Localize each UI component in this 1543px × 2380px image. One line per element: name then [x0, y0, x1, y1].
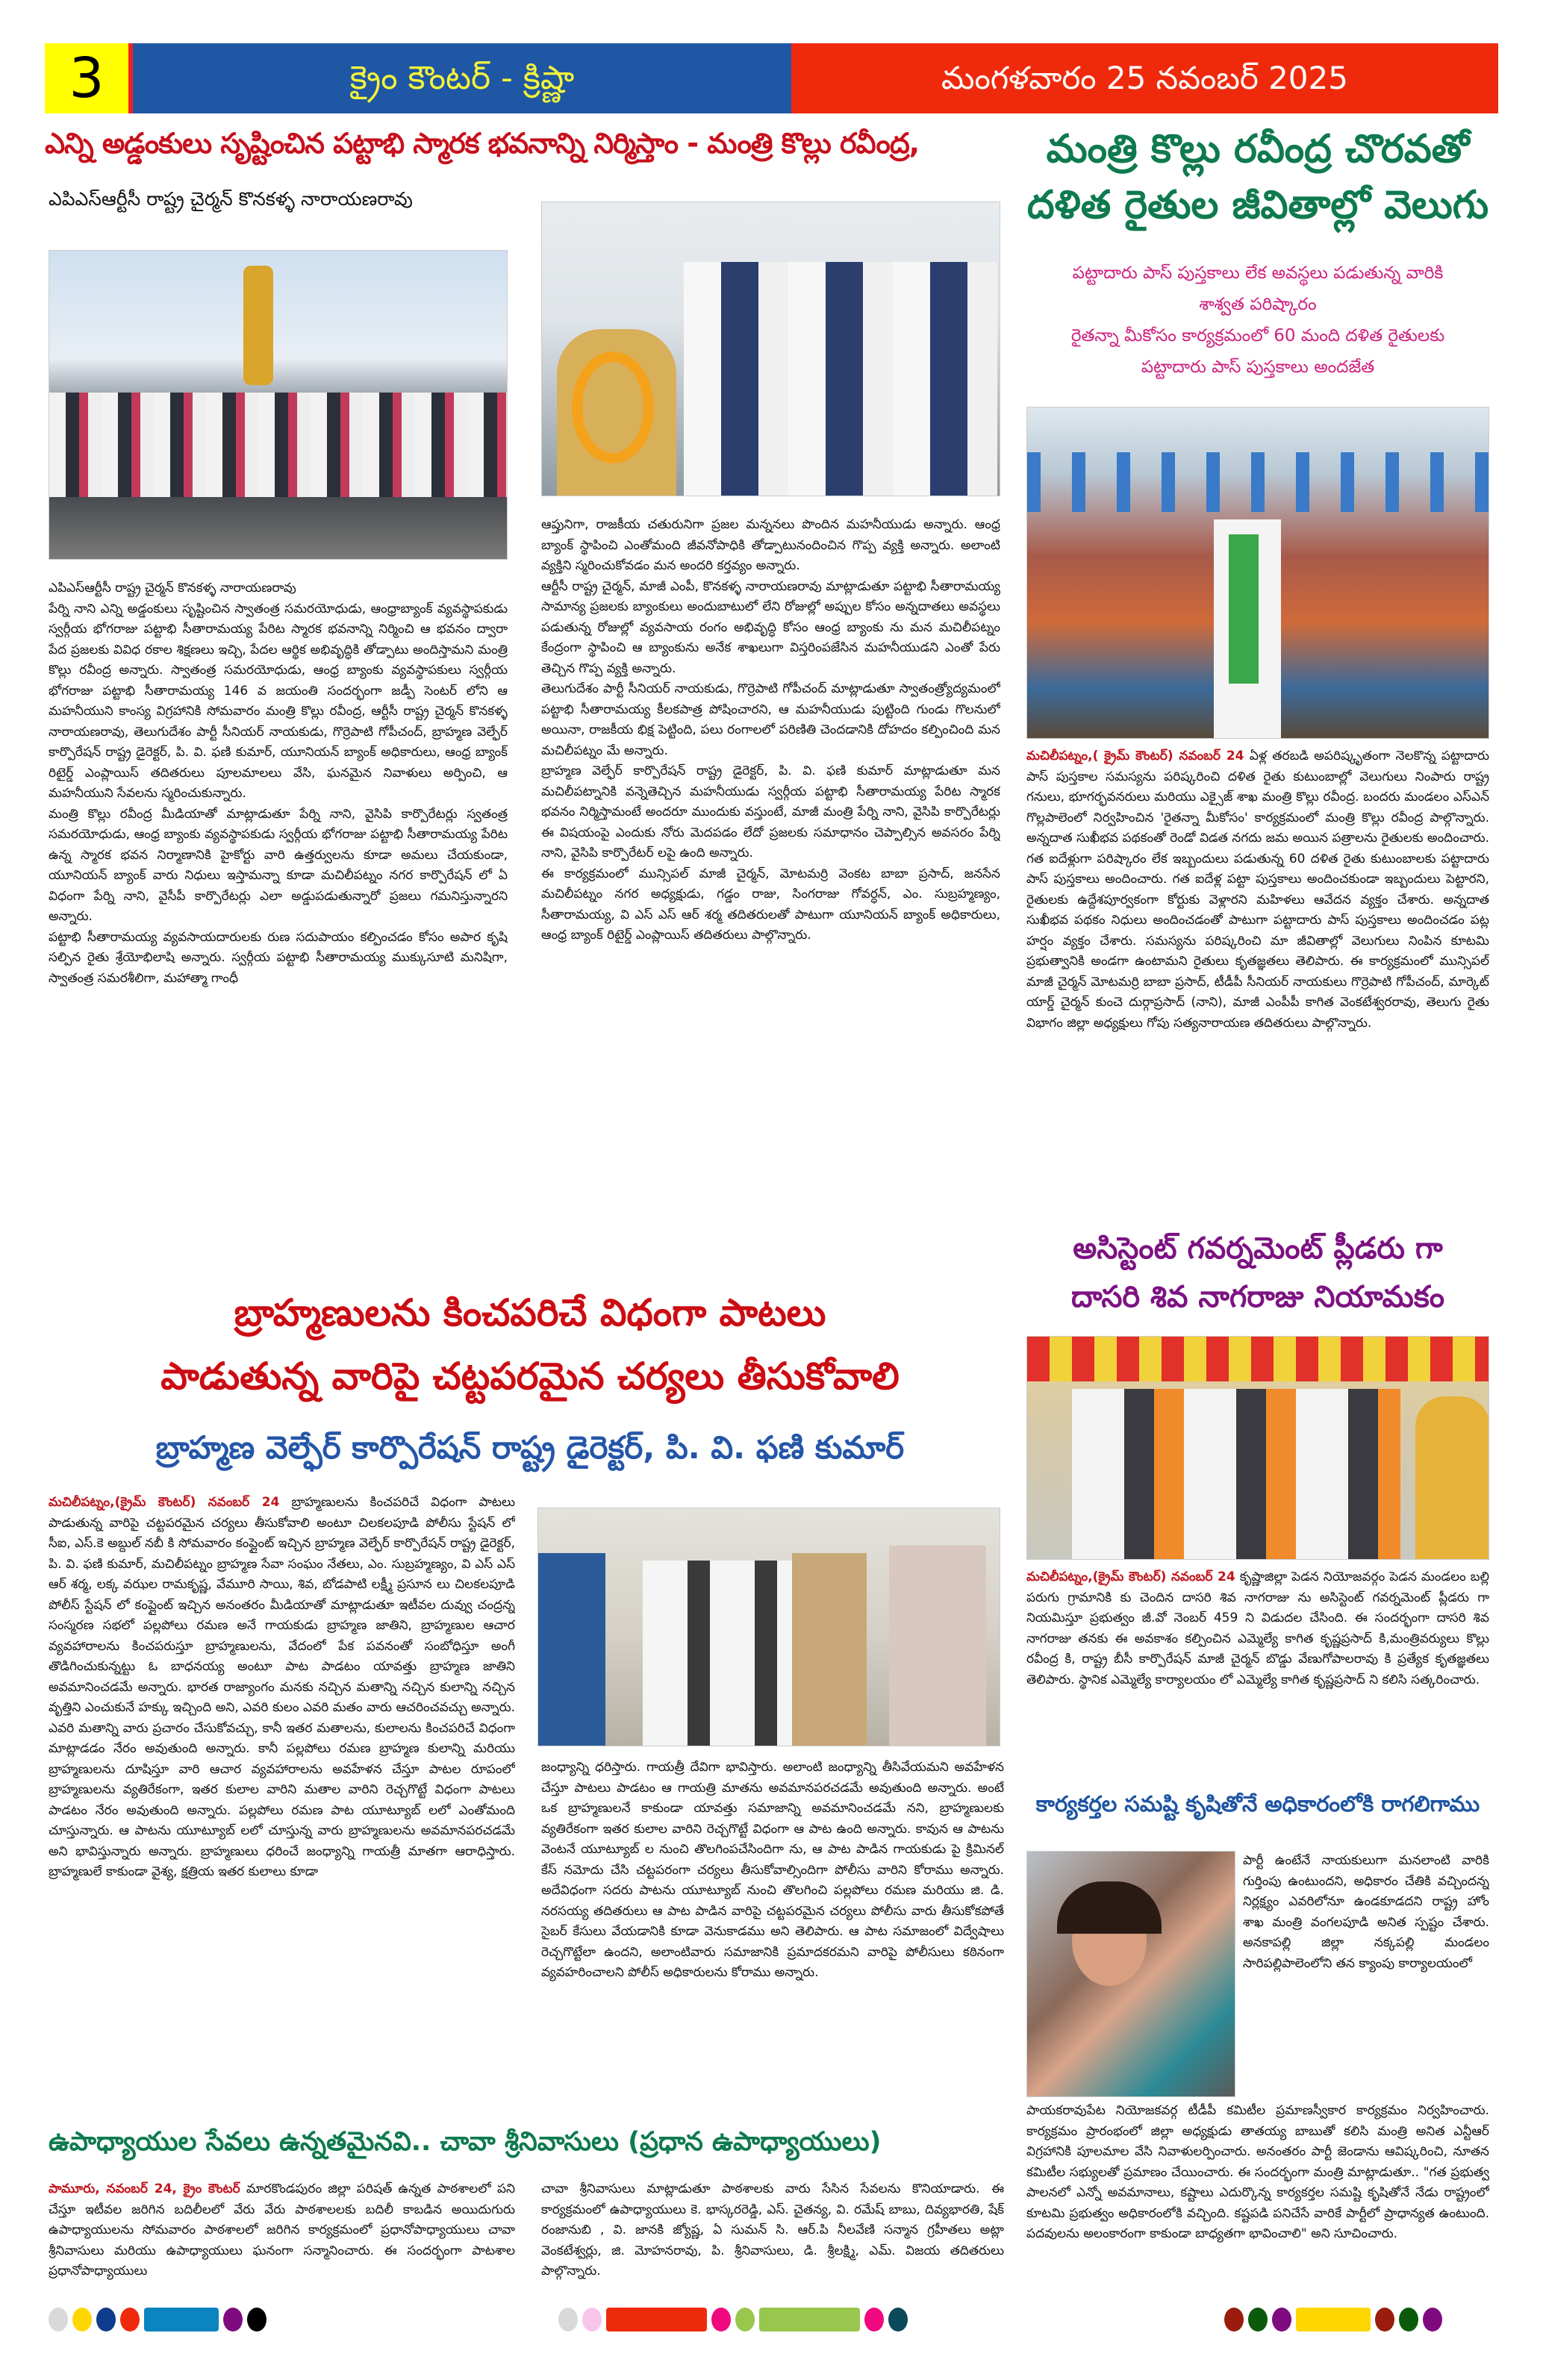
story5-dateline: మచిలీపట్నం,(క్రైమ్ కౌంటర్) నవంబర్ 24: [49, 1495, 280, 1510]
story4-body-side: పార్టీ ఉంటేనే నాయకులుగా మనలాంటి వారికి గుర్తింపు ఉంటుందని, అధికారం చేతికి వచ్చిందన్న నిర్లక్ష్యం ఎవరిలోనూ ఉండకూడదని రాష్ట్ర హోం శాఖ మంత్రి వంగలపూడి అనిత స్పష్టం చేశారు. అనకాపల్లి జిల్లా నక్కపల్లి మండలం సారిపల్లిపాలెంలోని తన క్యాంపు కార్యాలయంలో: [1243, 1853, 1489, 1971]
story2-headline-line1: మంత్రి కొల్లు రవీంద్ర చొరవతో: [1046, 127, 1470, 172]
story6-body-col1: [49, 2179, 515, 2284]
story6-text-col1: మారకొండపురం జిల్లా పరిషత్ ఉన్నత పాఠశాలలో పని చేస్తూ ఇటీవల జరిగిన బదిలీలలో వేరు వేరు పాఠశాలలకు బదిలీ కాబడిన అయిదుగురు ఉపాధ్యాయులను సోమవారం పాఠశాలలో జరిగిన కార్యక్రమంలో ప్రధానోపాధ్యాయులు చావా శ్రీనివాసులు మరియు ఉపాధ్యాయులు ఘనంగా సన్మానించారు. ఈ సందర్భంగా పాటశాల ప్రధానోపాధ్యాయులు: [49, 2181, 515, 2279]
story3-headline-line1: అసిస్టెంట్ గవర్నమెంట్ ప్లీడరు గా: [1073, 1231, 1443, 1266]
paragraph: పేర్ని నాని ఎన్ని అడ్డంకులు సృష్టించిన స్వాతంత్ర సమరయోధుడు, ఆంధ్రాబ్యాంక్ వ్యవస్థాపకుడు స్వర్గీయ భోగరాజు పట్టాభి సీతారామయ్య పేరిట స్మారక భవనాన్ని నిర్మించి ఆ భవనం ద్వారా పేద ప్రజలకు వివిధ రకాల శిక్షణలు ఇచ్చి, పేదల ఆర్థిక అభివృద్ధికి తోడ్పాటు అందిస్తామని మంత్రి కొల్లు రవీంద్ర అన్నారు. స్వాతంత్ర సమరయోధుడు, ఆంధ్ర బ్యాంకు వ్యవస్థాపకులు స్వర్గీయ భోగరాజు పట్టాభి సీతారామయ్య 146 వ జయంతి సందర్భంగా జడ్పీ సెంటర్ లోని ఆ మహనీయుని కాంస్య విగ్రహానికి సోమవారం మంత్రి కొల్లు రవీంద్ర, ఆర్టీసీ రాష్ట్ర చైర్మన్ కొనకళ్ళ నారాయణరావు, తెలుగుదేశం పార్టీ సీనియర్ నాయకుడు, గొర్రెపాటి గోపీచంద్, బ్రాహ్మణ వెల్ఫేర్ కార్పొరేషన్ రాష్ట్ర డైరెక్టర్, పి. వి. ఫణి కుమార్, యూనియన్ బ్యాంక్ అధికారులు, ఆంధ్ర బ్యాంక్ రిటైర్డ్ ఎంప్లాయిస్ తదితరులు పూలమాలలు వేసి, ఘనమైన నివాళులు అర్పించి, ఆ మహనీయుని సేవలను స్మరించుకున్నారు.: [49, 601, 508, 801]
paragraph: ఆప్తునిగా, రాజకీయ చతురునిగా ప్రజల మన్ననలు పొందిన మహనీయుడు అన్నారు. ఆంధ్ర బ్యాంక్ స్థాపించి ఎంతోమంది జీవనోపాధికి తోడ్పాటునందించిన గొప్ప వ్యక్తి అన్నారు. అలాంటి వ్యక్తిని స్మరించుకోవడం మన అందరి కర్తవ్యం అన్నారు.: [541, 517, 1000, 573]
story3-headline-line2: దాసరి శివ నాగరాజు నియామకం: [1070, 1280, 1445, 1314]
story3-photo: [1026, 1336, 1489, 1560]
story1-subhead: ఎపిఎస్ఆర్టీసీ రాష్ట్ర చైర్మన్ కొనకళ్ళ నారాయణరావు: [49, 188, 413, 210]
story6-headline: ఉపాధ్యాయుల సేవలు ఉన్నతమైనవి.. చావా శ్రీనివాసులు (ప్రధాన ఉపాధ్యాయులు): [49, 2127, 882, 2157]
story2-dateline: మచిలీపట్నం,( క్రైమ్ కౌంటర్) నవంబర్ 24: [1026, 749, 1244, 763]
paragraph: మంత్రి కొల్లు రవీంద్ర మీడియాతో మాట్లాడుతూ పేర్ని నాని, వైసిపి కార్పొరేటర్లు స్వతంత్ర సమరయోధుడు, ఆంధ్ర బ్యాంకు వ్యవస్థాపకుడు స్వర్గీయ భోగరాజు పట్టాభి సీతారామయ్య పేరిట ఉన్న స్మారక భవన నిర్మాణానికి హైకోర్టు వారి ఉత్తర్వులను కూడా అమలు చేయకుండా, యూనియన్ బ్యాంక్ వారు నిధులు ఇస్తామన్నా కూడా మచిలీపట్నం నగర కార్పొరేషన్ లో ఏ విధంగా పేర్ని నాని, వైసీపీ కార్పొరేటర్లు ఎలా అడ్డుపడుతున్నారో ప్రజలు గమనిస్తున్నారని అన్నారు.: [49, 806, 508, 924]
story2-photo: [1026, 407, 1489, 739]
story3-text: కృష్ణాజిల్లా పెడన నియోజవర్గం పెడన మండలం బల్లి పరుగు గ్రామానికి కు చెందిన దాసరి శివ నాగరాజు ను అసిస్టెంట్ గవర్నమెంట్ ప్లీడరు గా నియమిస్తూ ప్రభుత్వం జీ.వో నెంబర్ 459 ని విడుదల చేసింది. ఈ సందర్భంగా దాసరి శివ నాగరాజు తనకు ఈ అవకాశం కల్పించిన ఎమ్మెల్యే కాగిత కృష్ణప్రసాద్ కి,మంత్రివర్యులు కొల్లు రవీంద్ర కి, రాష్ట్ర బీసీ కార్పొరేషన్ మాజీ చైర్మన్ బొడ్డు వేణుగోపాలరావు కి ప్రత్యేక కృతజ్ఞతలు తెలిపారు. స్థానిక ఎమ్మెల్యే కార్యాలయం లో ఎమ్మెల్యే కాగిత కృష్ణప్రసాద్ ని కలిసి సత్కరించారు.: [1026, 1570, 1489, 1687]
story1-body-col2: [541, 515, 1000, 1269]
story2-subheads: [1019, 257, 1497, 383]
story6-body-col2: చావా శ్రీనివాసులు మాట్లాడుతూ పాఠశాలకు వారు సేసిన సేవలను కొనియాడారు. ఈ కార్యక్రమంలో ఉపాధ్యాయులు కె. భాస్కరరెడ్డి, ఎస్. చైతన్య, వి. రమేష్ బాబు, దివ్యభారతి, షేక్ రంజానుబి , వి. జానకి జ్యోష్ణ, ఏ సుమన్ సి. ఆర్.పి నీలవేణి సన్మాన గ్రహీతలు అట్లా వెంకటేశ్వర్లు, జి. మోహనరావు, పి. శ్రీనివాసులు, డి. శ్రీలక్ష్మి, ఎమ్. విజయ తదితరులు పాల్గొన్నారు.: [541, 2181, 1004, 2279]
paragraph: తెలుగుదేశం పార్టీ సీనియర్ నాయకుడు, గొర్రెపాటి గోపీచంద్ మాట్లాడుతూ స్వాతంత్ర్యోద్యమంలో పట్టాభి సీతారామయ్య కీలకపాత్ర పోషించారని, ఆ మహనీయుడు పుట్టింది గుండు గొలనులో అయినా, రాజకీయ భిక్ష పెట్టింది, పలు రంగాలలో పరిణితి చెందడానికి దోహదం కల్పించింది మన మచిలీపట్నం మే అన్నారు.: [541, 681, 1000, 758]
story2-sub3: రైతన్నా మీకోసం కార్యక్రమంలో 60 మంది దళిత రైతులకు: [1070, 326, 1445, 346]
story1-photo-garlanding: [541, 202, 1000, 496]
story2-headline-line2: దళిత రైతుల జీవితాల్లో వెలుగు: [1026, 183, 1489, 228]
paragraph: పట్టాభి సీతారామయ్య వ్యవసాయదారులకు రుణ సదుపాయం కల్పించడం కోసం అపార కృషి సల్పిన రైతు శ్రేయోభిలాషి అన్నారు. స్వర్గీయ పట్టాభి సీతారామయ్య ముక్కుసూటి మనిషిగా, స్వాతంత్ర సమరశీలిగా, మహాత్మా గాంధీ: [49, 929, 508, 986]
story5-headline-line1: బ్రాహ్మణులను కించపరిచే విధంగా పాటలు: [234, 1291, 826, 1334]
story5-photo: [537, 1508, 1000, 1746]
story5-text-col1: బ్రాహ్మణులను కించపరిచే విధంగా పాటలు పాడుతున్న వారిపై చట్టపరమైన చర్యలు తీసుకోవాలి అంటూ చిలకలపూడి పోలీసు స్టేషన్ లో సీఐ, ఎస్.కె అబ్దుల్ నబీ కి సోమవారం కంప్లైంట్ ఇచ్చిన బ్రాహ్మణ వెల్ఫేర్ కార్పొరేషన్ రాష్ట్ర డైరెక్టర్, పి. వి. ఫణి కుమార్, మచిలీపట్నం బ్రాహ్మణ సేవా సంఘం నేతలు, ఎం. సుబ్రహ్మణ్యం, వి ఎస్ ఎస్ ఆర్ శర్మ, లక్క వఝల రామకృష్ణ, వేమూరి సాయి, శివ, బోడపాటి లక్ష్మీ ప్రసూన లు చిలకలపూడి పోలీస్ స్టేషన్ లో కంప్లైంట్ ఇచ్చిన అనంతరం మీడియాతో మాట్లాడుతూ ఇటీవల దువ్వు చంద్రన్న సంస్మరణ సభలో పల్లపోలు రమణ అనే గాయకుడు బ్రాహ్మణ జాతిని, బ్రాహ్మణుల ఆచార వ్యవహారాలను కించపరుస్తూ బ్రాహ్మణులను, వేదంలో పేక పవనంతో సంబోధిస్తూ అంగీ తొడిగించుకున్నట్టు ఓ బాధనయ్య అంటూ పాట పాడటం యావత్తు బ్రాహ్మణ జాతిని అవమానించడమే అన్నారు. భారత రాజ్యాంగం మనకు నచ్చిన మతాన్ని నచ్చిన కులాన్ని నచ్చిన వృత్తిని ఎంచుకునే హక్కు ఇచ్చింది అని, ఎవరి కులం ఎవరి మతం వారు ఆచరించవచ్చు అన్నారు. ఎవరి మతాన్ని వారు ప్రచారం చేసుకోవచ్చు, కానీ ఇతర మతాలను, కులాలను కించపరిచే విధంగా మాట్లాడడం నేరం అవుతుంది అన్నారు. కానీ పల్లపోలు రమణ బ్రాహ్మణ కులాన్ని మరియు బ్రాహ్మణులను దూషిస్తూ వారి ఆచార వ్యవహారాలను అవహేళన చేస్తూ పాటల రూపంలో బ్రాహ్మణులను వ్యతిరేకంగా, ఇతర కులాల వారిని మతాల వారిని రెచ్చగొట్టే విధంగా పాటలు పాడటం నేరం అవుతుంది అన్నారు. పల్లపోలు రమణ పాట యూట్యూబ్ లలో ఎంతోమంది చూస్తున్నారు. ఆ పాటను యూట్యూబ్ లలో చూస్తున్న వారు బ్రాహ్మణులను అవమానపరచడమే అని భావిస్తున్నారు అన్నారు. బ్రాహ్మణులు ధరించే జంధ్యాన్ని గాయత్రీ మాతగా ఆరాధిస్తారు. బ్రాహ్మణులే కాకుండా వైశ్య, క్షత్రియ ఇతర కులాలు కూడా: [49, 1495, 515, 1879]
story2-text: ఏళ్ల తరబడి అపరిష్కృతంగా నెలకొన్న పట్టాదారు పాస్ పుస్తకాల సమస్యను పరిష్కరించి దళిత రైతు కుటుంబాల్లో వెలుగులు నింపారు రాష్ట్ర గనులు, భూగర్భవనరులు మరియు ఎక్సైజ్ శాఖ మంత్రి కొల్లు రవీంద్ర. బందరు మండలం ఎస్ఎన్ గొల్లపాలెంలో నిర్వహించిన 'రైతన్నా మీకోసం' కార్యక్రమంలో మంత్రి కొల్లు రవీంద్ర పాల్గొన్నారు. అన్నదాత సుఖీభవ పథకంతో రెండో విడత నగదు జమ అయిన పత్రాలను రైతులకు అందించారు. గత ఐదేళ్లుగా పరిష్కారం లేక ఇబ్బందులు పడుతున్న 60 దళిత రైతు కుటుంబాలకు పట్టాదారు పాస్ పుస్తకాలు అందించారు. గత ఐదేళ్ల పట్టా పుస్తకాలు అందించకుండా ఇబ్బందులు పెట్టారని, రైతులకు ఉద్దేశపూర్వకంగా కోర్టుకు వెళ్లారని మహిళలు ఆవేదన వ్యక్తం చేశారు. అన్నదాత సుఖీభవ పథకం నిధులు అందించడంతో పాటుగా పట్టాదారు పాస్ పుస్తకాలు అందించడం పట్ల హర్షం వ్యక్తం చేశారు. సమస్యను పరిష్కరించి మా జీవితాల్లో వెలుగులు నింపిన కూటమి ప్రభుత్వానికి అండగా ఉంటామని రైతులు కృతజ్ఞతలు తెలిపారు. ఈ కార్యక్రమంలో మున్సిపల్ మాజీ చైర్మన్ మోటమర్రి బాబా ప్రసాద్, టీడీపీ సీనియర్ నాయకులు గొర్రెపాటి గోపీచంద్, మార్కెట్ యార్డ్ చైర్మన్ కుంచె దుర్గాప్రసాద్ (నాని), మాజీ ఎంపీపీ కాగిత వెంకటేశ్వరరావు, తెలుగు రైతు విభాగం జిల్లా అధ్యక్షులు గోపు సత్యనారాయణ తదితరులు పాల్గొన్నారు.: [1026, 749, 1489, 1031]
story1-headline: ఎన్ని అడ్డంకులు సృష్టించిన పట్టాభి స్మారక భవనాన్ని నిర్మిస్తాం - మంత్రి కొల్లు రవీంద్ర,: [45, 127, 920, 160]
story5-body-col2: జంధ్యాన్ని ధరిస్తారు. గాయత్రీ దేవిగా భావిస్తారు. అలాంటి జంధ్యాన్ని తీసివేయమని అవహేళన చేస్తూ పాటలు పాడటం ఆ గాయత్రి మాతను అవమానపరచడమే అవుతుంది అన్నారు. అంటే ఒక బ్రాహ్మణులనే కాకుండా యావత్తు సమాజాన్ని అవమానించడమే నని, బ్రాహ్మణులకు వ్యతిరేకంగా ఇతర కులాల వారిని రెచ్చగొట్టే విధంగా ఆ పాట ఉంది అన్నారు. కావున ఆ పాటను వెంటనే యూట్యూబ్ ల నుంచి తొలగింపచేసిందిగా ను, ఆ పాట పాడిన గాయకుడు పై క్రిమినల్ కేస్ నమోదు చేసి చట్టపరంగా చర్యలు తీసుకోవాల్సిందిగా పోలీసు వారిని కోరాము అన్నారు. అదేవిధంగా సదరు పాటను యూట్యూబ్ నుంచి తొలగించి పల్లపోలు రమణ మరియు జి. డి. నరసయ్య తదితరులు ఆ పాట పాడిన వారిపై చట్టపరమైన చర్యలు పోలీసు వారు తీసుకోకపోతే సైబర్ కేసులు వేయడానికి కూడా వెనుకాడము అని తెలిపారు. ఆ పాట సమాజంలో విద్వేషాలు రెచ్చగొట్టేలా ఉందని, అలాంటివారు సమాజానికి ప్రమాదకరమని వారిపై పోలీసులు కఠినంగా వ్యవహరించాలని పోలీస్ అధికారులను కోరాము అన్నారు.: [541, 1760, 1004, 1980]
story5-headline-line3: బ్రాహ్మణ వెల్ఫేర్ కార్పొరేషన్ రాష్ట్ర డైరెక్టర్, పి. వి. ఫణి కుమార్: [155, 1429, 905, 1466]
story3-dateline: మచిలీపట్నం,(క్రైమ్ కౌంటర్) నవంబర్ 24: [1026, 1570, 1235, 1584]
section-title: క్రైం కౌంటర్ - క్రిష్ణా: [133, 43, 791, 113]
page-number: 3: [45, 43, 133, 113]
color-bar-left: [49, 2308, 271, 2331]
paragraph: ఆర్టీసీ రాష్ట్ర చైర్మన్, మాజీ ఎంపీ, కొనకళ్ళ నారాయణరావు మాట్లాడుతూ పట్టాభి సీతారామయ్య సామాన్య ప్రజలకు బ్యాంకులు అందుబాటులో లేని రోజుల్లో అప్పుల కోసం అన్నదాతలు అవస్థలు పడుతున్న రోజుల్లో వ్యవసాయ రంగం అభివృద్ధి కోసం ఆంధ్ర బ్యాంకు ను మన మచిలీపట్నం కేంద్రంగా స్థాపించి ఆ బ్యాంకును అనేక శాఖలుగా విస్తరింపజేసిన మహనీయుడని ఎంతో పేరు తెచ్చిన గొప్ప వ్యక్తి అన్నారు.: [541, 578, 1000, 676]
story5-headline-line2: పాడుతున్న వారిపై చట్టపరమైన చర్యలు తీసుకోవాలి: [160, 1355, 900, 1398]
story6-dateline: పామూరు, నవంబర్ 24, క్రైం కౌంటర్: [49, 2181, 240, 2196]
issue-date: మంగళవారం 25 నవంబర్ 2025: [791, 43, 1498, 113]
story4-headline: కార్యకర్తల సమష్టి కృషితోనే అధికారంలోకి రాగలిగాము: [1035, 1791, 1480, 1817]
story3-body: [1026, 1567, 1489, 1772]
paragraph: బ్రాహ్మణ వెల్ఫేర్ కార్పొరేషన్ రాష్ట్ర డైరెక్టర్, పి. వి. ఫణి కుమార్ మాట్లాడుతూ మన మచిలీపట్నానికి వన్నెతెచ్చిన మహనీయుడు స్వర్గీయ పట్టాభి సీతారామయ్య పేరిట స్మారక భవనం నిర్మిస్తామంటే అందరూ ముందుకు వస్తుంటే, మాజీ మంత్రి పేర్ని నాని, వైసిపి కార్పొరేటర్లు ఈ విషయంపై ఎందుకు నోరు మెదపడం లేదో ప్రజలకు సమాధానం చెప్పాల్సిన అవసరం పేర్ని నాని, వైసిపి కార్పొరేటర్ లపై ఉంది అన్నారు.: [541, 763, 1000, 861]
story2-sub1: పట్టాదారు పాస్ పుస్తకాలు లేక అవస్థలు పడుతున్న వారికి: [1072, 263, 1444, 283]
paragraph: ఈ కార్యక్రమంలో మున్సిపల్ మాజీ చైర్మన్, మోటమర్రి వెంకట బాబా ప్రసాద్, జనసేన మచిలీపట్నం నగర అధ్యక్షుడు, గడ్డం రాజు, సింగరాజు గోవర్ధన్, ఎం. సుబ్రహ్మణ్యం, సీతారామయ్య, వి ఎస్ ఎస్ ఆర్ శర్మ తదితరులతో పాటుగా యూనియన్ బ్యాంక్ అధికారులు, ఆంధ్ర బ్యాంక్ రిటైర్డ్ ఎంప్లాయిస్ తదితరులు పాల్గొన్నారు.: [541, 866, 1000, 943]
story1-body-col1: [49, 578, 508, 1272]
story2-body: [1026, 746, 1489, 1213]
color-bar-right: [1224, 2308, 1447, 2331]
story4-body: పాయకరావుపేట నియోజకవర్గ టీడీపీ కమిటీల ప్రమాణస్వీకార కార్యక్రమం నిర్వహించారు. కార్యక్రమం ప్రారంభంలో జిల్లా అధ్యక్షుడు తాతయ్య బాబుతో కలిసి మంత్రి అనిత ఎన్టీఆర్ విగ్రహానికి పూలమాల వేసి నివాళులర్పించారు. అనంతరం పార్టీ జెండాను ఆవిష్కరించి, నూతన కమిటీల సభ్యులతో ప్రమాణం చేయించారు. ఈ సందర్భంగా మంత్రి మాట్లాడుతూ.. "గత ప్రభుత్వ పాలనలో ఎన్నో అవమానాలు, కష్టాలు ఎదుర్కొన్న కార్యకర్తల సమష్టి కృషితోనే నేడు రాష్ట్రంలో కూటమి ప్రభుత్వం అధికారంలోకి వచ్చింది. కష్టపడి పనిచేసే వారికే పార్టీలో ప్రాధాన్యత ఉంటుంది. పదవులను అలంకారంగా కాకుండా బాధ్యతగా భావించాలి" అని సూచించారు.: [1026, 2103, 1489, 2241]
story1-caption: ఎపిఎస్ఆర్టీసీ రాష్ట్ర చైర్మన్ కొనకళ్ళ నారాయణరావు: [49, 581, 296, 596]
color-bar-middle: [558, 2308, 912, 2331]
story2-sub4: పట్టాదారు పాస్ పుస్తకాలు అందజేత: [1141, 357, 1375, 377]
story1-photo-group: [49, 250, 508, 560]
story2-sub2: శాశ్వత పరిష్కారం: [1199, 295, 1317, 314]
story4-photo: [1026, 1851, 1235, 2097]
story5-body-col1: [49, 1493, 515, 2101]
